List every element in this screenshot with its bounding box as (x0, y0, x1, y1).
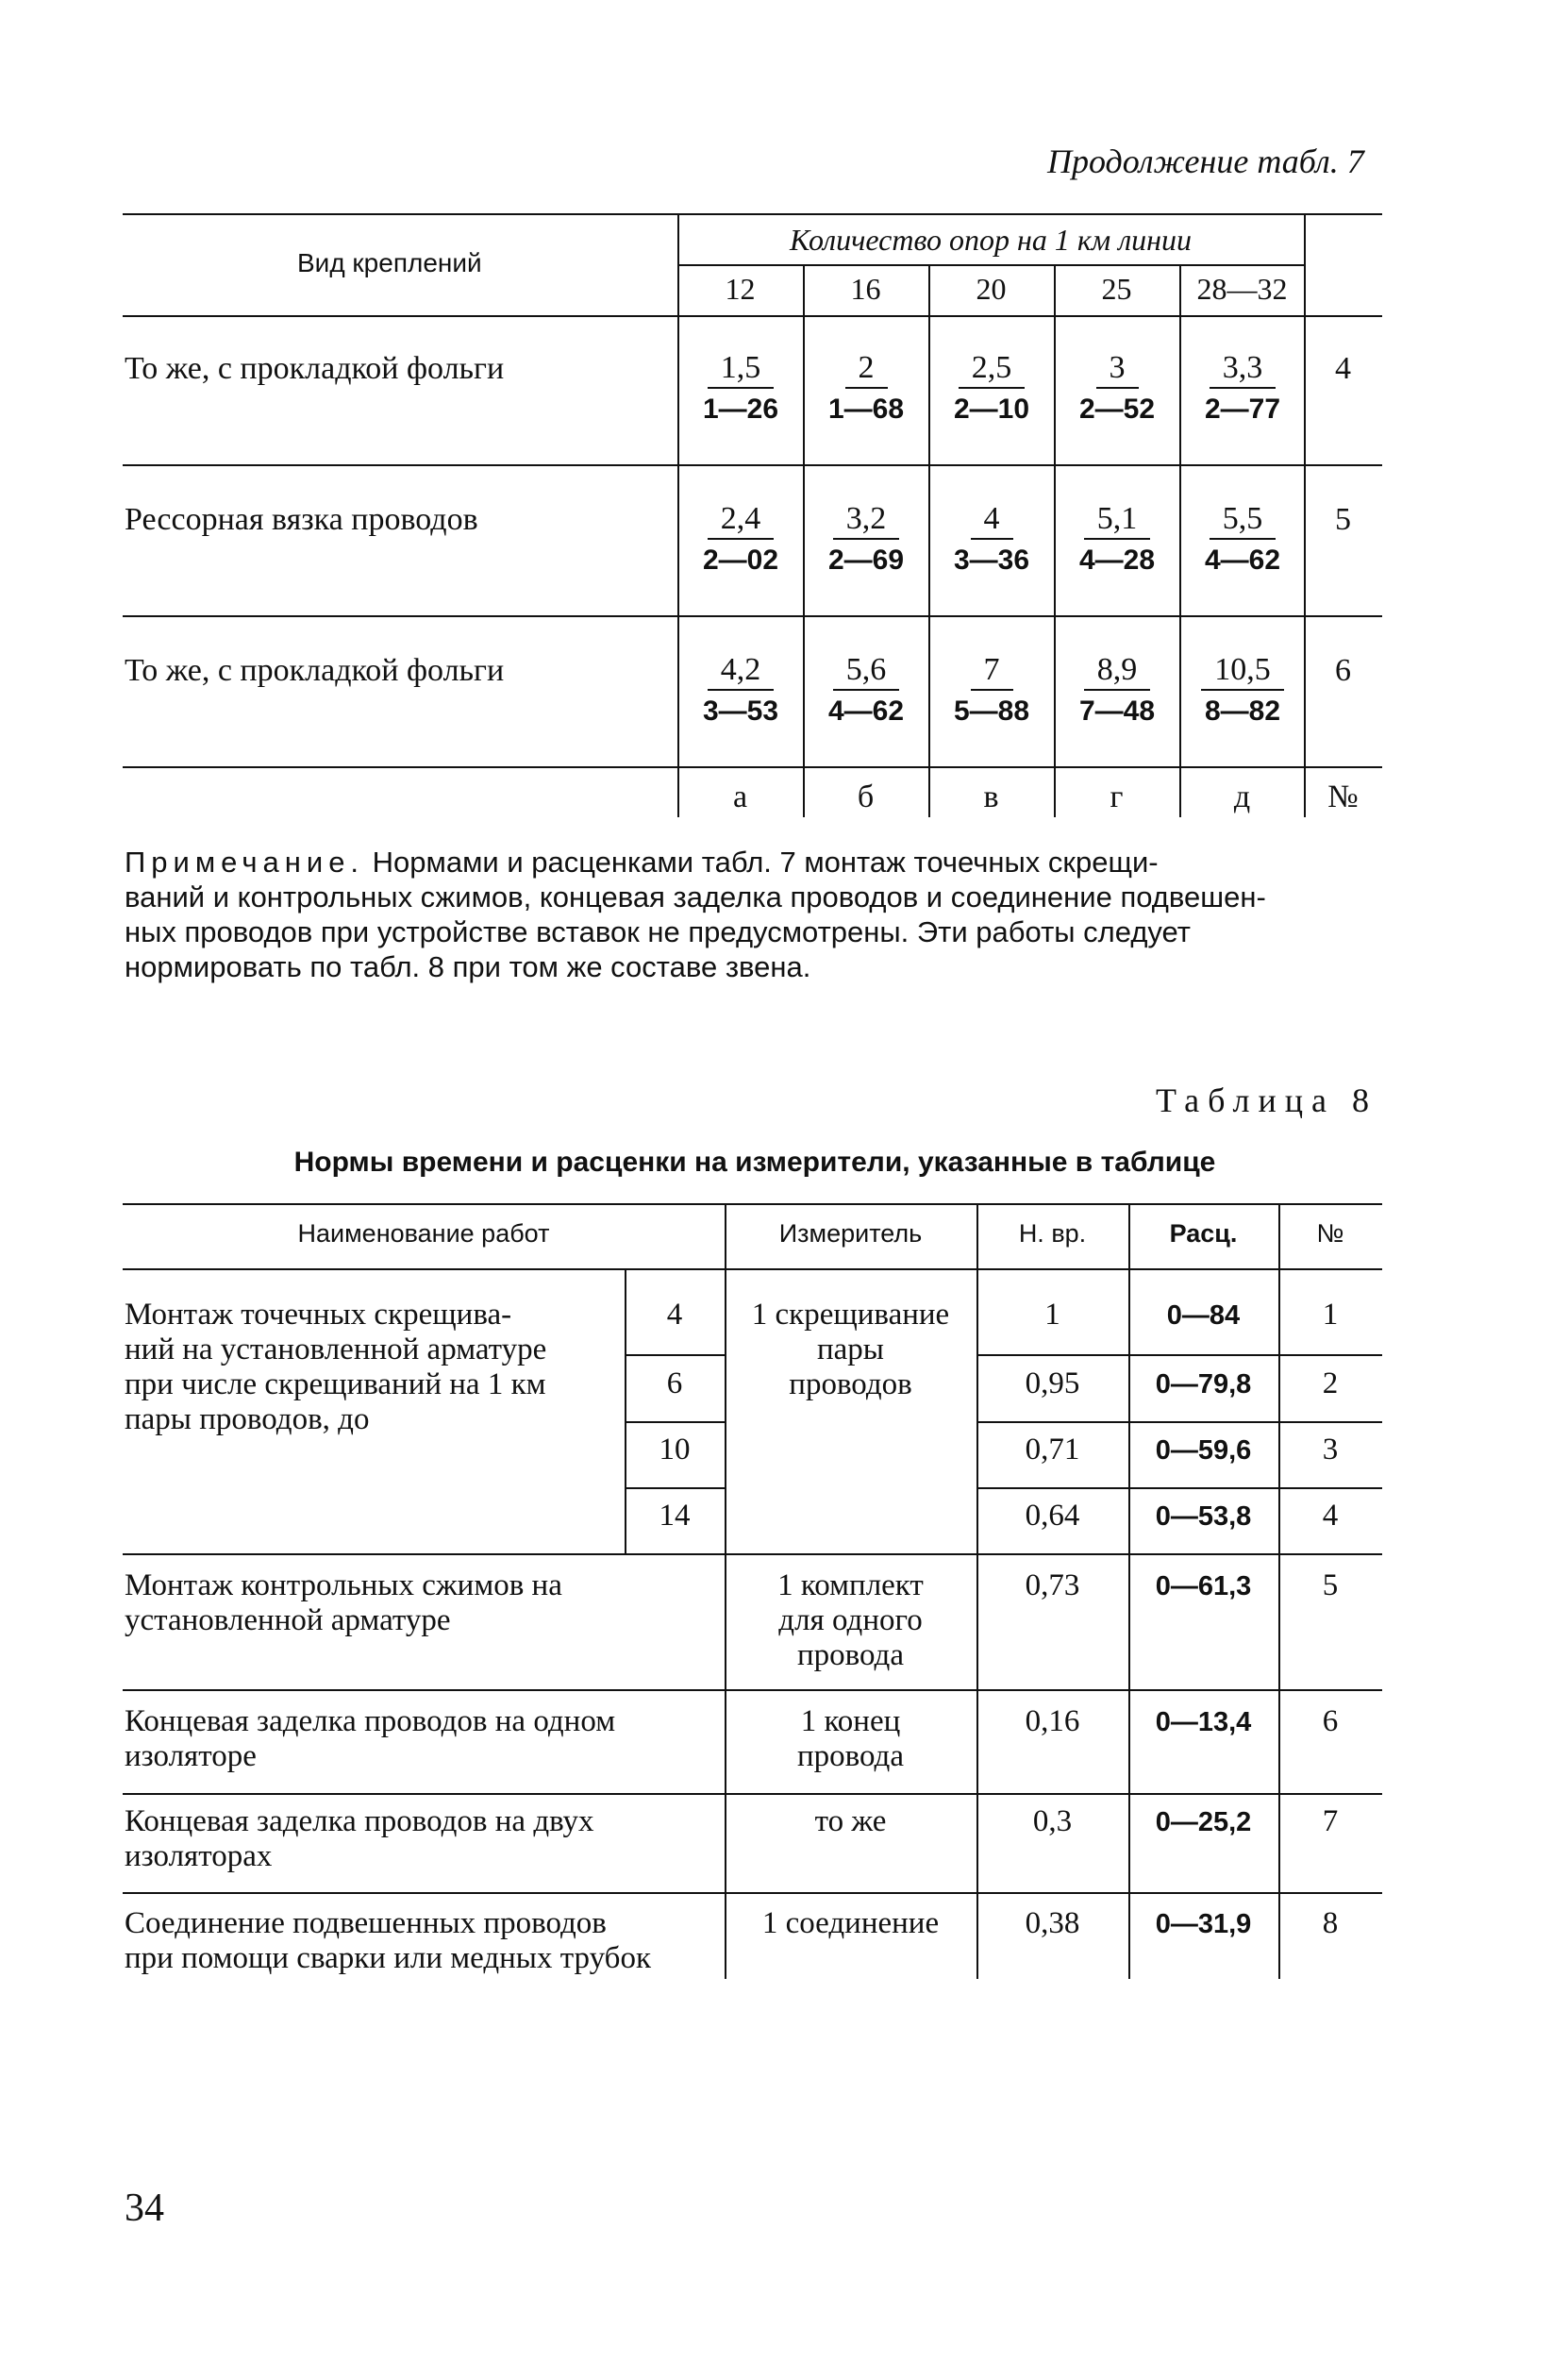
row-label: То же, с прокладкой фольги (125, 351, 505, 386)
value-cell: $\frac{2}{1—68}$ (827, 350, 905, 425)
value-cell: $\frac{4}{3—36}$ (953, 501, 1030, 576)
column-header: 28—32 (1196, 272, 1288, 306)
row-number: 6 (1322, 1704, 1339, 1738)
unit-cell: 1 скрещивание пары проводов (751, 1298, 950, 1401)
column-header-group: Количество опор на 1 км линии (789, 223, 1193, 257)
note (125, 845, 1384, 984)
row-number: 2 (1322, 1366, 1339, 1400)
work-name: Концевая заделка проводов на двух изоляторах (125, 1804, 594, 1873)
column-header-no: № (1316, 1219, 1344, 1248)
row-label: То же, с прокладкой фольги (125, 653, 505, 688)
table-title: Нормы времени и расценки на измерители, указанные в таблице (293, 1147, 1216, 1178)
value-cell: $\frac{4,2}{3—53}$ (702, 652, 779, 727)
value-cell: $\frac{3}{2—52}$ (1078, 350, 1156, 425)
value-cell: $\frac{8,9}{7—48}$ (1078, 652, 1156, 727)
note-line: Нормами и расценками табл. 7 монтаж точечных скрещи- (372, 846, 1159, 879)
row-number: 8 (1322, 1906, 1339, 1940)
row-number: 5 (1322, 1568, 1339, 1602)
work-name: Соединение подвешенных проводов при помощи сварки или медных трубок (125, 1906, 651, 1975)
note-line: нормировать по табл. 8 при том же составе звена. (125, 950, 811, 983)
column-header-unit: Измеритель (778, 1219, 923, 1248)
row-number: 4 (1322, 1499, 1339, 1533)
crossing-count: 6 (666, 1366, 683, 1400)
value-cell: $\frac{2,5}{2—10}$ (953, 350, 1030, 425)
price-cell: 0—13,4 (1155, 1707, 1252, 1737)
unit-cell: то же (814, 1804, 887, 1838)
column-header: 12 (725, 272, 756, 306)
norm-cell: 1 (1044, 1298, 1060, 1332)
column-header-price: Расц. (1169, 1219, 1238, 1248)
row-number: 3 (1322, 1433, 1339, 1467)
unit-cell: 1 комплект для одного провода (777, 1568, 924, 1672)
row-number: 1 (1322, 1298, 1339, 1332)
unit-cell: 1 соединение (761, 1906, 940, 1940)
price-cell: 0—79,8 (1155, 1369, 1252, 1400)
column-header: 16 (850, 272, 881, 306)
price-cell: 0—61,3 (1155, 1571, 1252, 1601)
row-number: 5 (1335, 502, 1351, 537)
work-name: Концевая заделка проводов на одном изоляторе (125, 1704, 616, 1773)
crossing-count: 4 (666, 1298, 683, 1332)
value-cell: $\frac{2,4}{2—02}$ (702, 501, 779, 576)
value-cell: $\frac{3,3}{2—77}$ (1204, 350, 1281, 425)
page-number: 34 (125, 2187, 164, 2230)
column-letter: д (1233, 779, 1251, 814)
row-label: Рессорная вязка проводов (125, 502, 478, 537)
norm-cell: 0,95 (1025, 1366, 1080, 1400)
column-letter: б (857, 779, 875, 814)
row-number: 7 (1322, 1804, 1339, 1838)
value-cell: $\frac{3,2}{2—69}$ (827, 501, 905, 576)
price-cell: 0—84 (1166, 1300, 1241, 1331)
table-label: Таблица 8 (1156, 1081, 1377, 1119)
column-header: 25 (1101, 272, 1132, 306)
column-header: 20 (976, 272, 1007, 306)
value-cell: $\frac{10,5}{8—82}$ (1191, 651, 1294, 732)
norm-cell: 0,16 (1025, 1704, 1080, 1738)
value-cell: $\frac{1,5}{1—26}$ (702, 350, 779, 425)
price-cell: 0—59,6 (1155, 1435, 1252, 1466)
norm-cell: 0,38 (1025, 1906, 1080, 1940)
note-title: Примечание. (125, 846, 365, 879)
norm-cell: 0,64 (1025, 1499, 1080, 1533)
work-name: Монтаж точечных скрещива- ний на установленной арматуре при числе скрещиваний на 1 км пары проводов, до (125, 1298, 547, 1436)
column-letter: г (1110, 779, 1124, 814)
note-line: ваний и контрольных сжимов, концевая заделка проводов и соединение подвешен- (125, 880, 1266, 913)
value-cell: $\frac{5,6}{4—62}$ (827, 652, 905, 727)
column-header-name: Наименование работ (297, 1219, 550, 1248)
norm-cell: 0,73 (1025, 1568, 1080, 1602)
column-header-type: Вид креплений (297, 248, 482, 277)
row-number: 4 (1335, 351, 1351, 386)
note-line: ных проводов при устройстве вставок не предусмотрены. Эти работы следует (125, 915, 1191, 948)
value-cell: $\frac{5,5}{4—62}$ (1204, 501, 1281, 576)
column-letter: № (1327, 779, 1359, 814)
column-letter: а (732, 779, 748, 814)
crossing-count: 14 (659, 1499, 691, 1533)
norm-cell: 0,3 (1032, 1804, 1073, 1838)
value-cell: $\frac{5,1}{4—28}$ (1078, 501, 1156, 576)
price-cell: 0—53,8 (1155, 1501, 1252, 1532)
column-letter: в (983, 779, 999, 814)
continuation-header: Продолжение табл. 7 (1047, 142, 1364, 180)
price-cell: 0—31,9 (1155, 1909, 1252, 1939)
norm-cell: 0,71 (1025, 1433, 1080, 1467)
column-header-norm: Н. вр. (1018, 1219, 1087, 1248)
crossing-count: 10 (659, 1433, 691, 1467)
price-cell: 0—25,2 (1155, 1807, 1252, 1837)
unit-cell: 1 конец провода (796, 1704, 904, 1773)
row-number: 6 (1335, 653, 1351, 688)
value-cell: $\frac{7}{5—88}$ (953, 652, 1030, 727)
work-name: Монтаж контрольных сжимов на установленной арматуре (125, 1568, 562, 1637)
